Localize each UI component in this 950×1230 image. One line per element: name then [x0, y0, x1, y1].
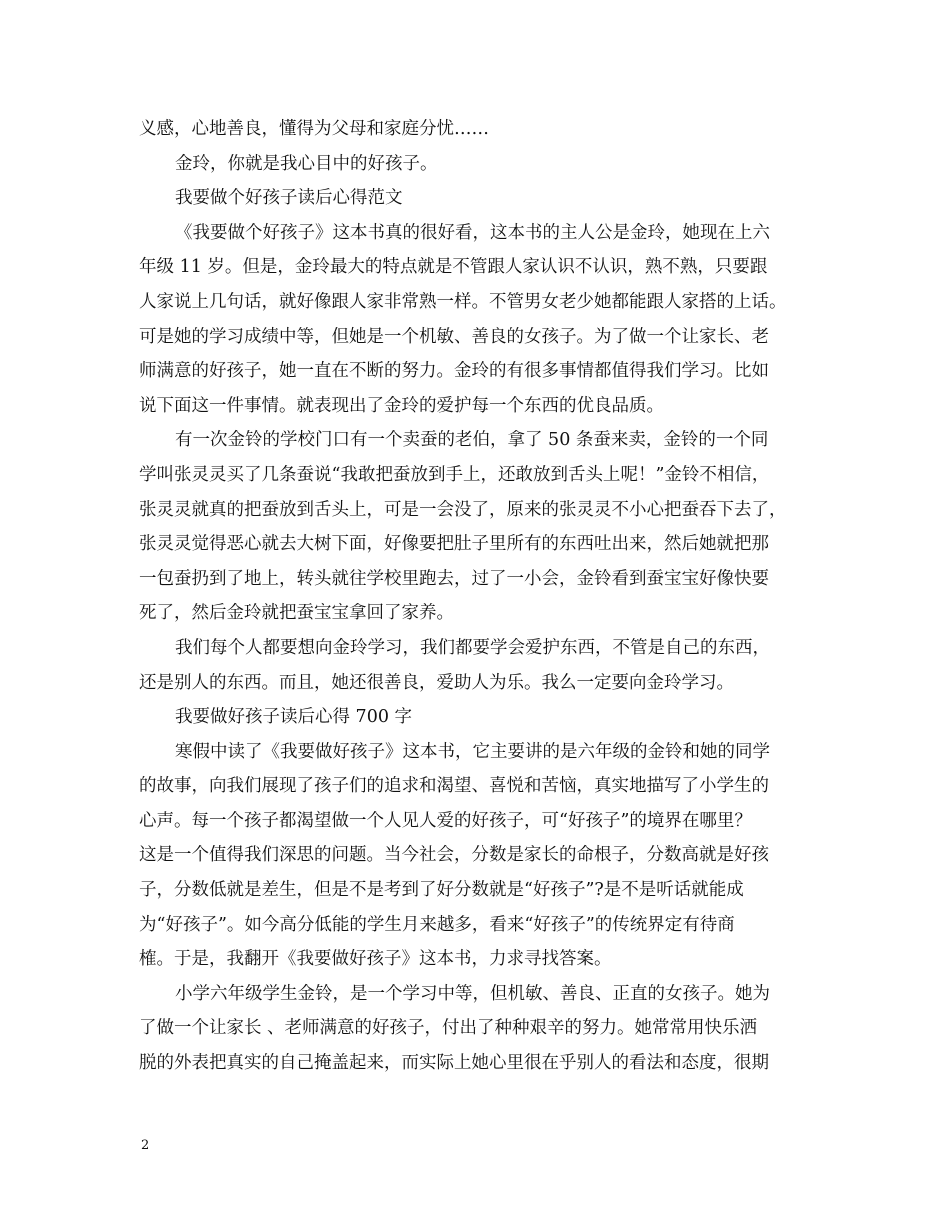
text-line: 张灵灵觉得恶心就去大树下面，好像要把肚子里所有的东西吐出来，然后她就把那	[139, 534, 769, 555]
text-line: 心声。每一个孩子都渴望做一个人见人爱的好孩子，可“好孩子”的境界在哪里？	[139, 810, 752, 831]
page-number: 2	[141, 1138, 150, 1153]
text-line: 说下面这一件事情。就表现出了金玲的爱护每一个东西的优良品质。	[139, 395, 664, 416]
text-line: 为“好孩子”。如今高分低能的学生月来越多，看来“好孩子”的传统界定有待商	[139, 914, 735, 935]
text-line: 义感，心地善良，懂得为父母和家庭分忧……	[139, 119, 489, 139]
text-line: 金玲，你就是我心目中的好孩子。	[175, 153, 438, 174]
body-text	[139, 112, 825, 1081]
text-line: 还是别人的东西。而且，她还很善良，爱助人为乐。我么一定要向金玲学习。	[139, 672, 734, 693]
text-line: 人家说上几句话，就好像跟人家非常熟一样。不管男女老少她都能跟人家搭的上话。	[139, 291, 787, 312]
text-line: 我们每个人都要想向金玲学习，我们都要学会爱护东西，不管是自己的东西，	[175, 637, 770, 658]
text-line: 子，分数低就是差生，但是不是考到了好分数就是“好孩子”?是不是听话就能成	[139, 880, 744, 901]
text-line: 《我要做个好孩子》这本书真的很好看，这本书的主人公是金玲，她现在上六	[175, 222, 770, 243]
text-line: 榷。于是，我翻开《我要做好孩子》这本书，力求寻找答案。	[139, 949, 612, 970]
text-line: 可是她的学习成绩中等，但她是一个机敏、善良的女孩子。为了做一个让家长、老	[139, 326, 769, 347]
text-line: 死了，然后金玲就把蚕宝宝拿回了家养。	[139, 603, 454, 624]
text-line: 寒假中读了《我要做好孩子》这本书，它主要讲的是六年级的金铃和她的同学	[175, 741, 770, 762]
text-line: 张灵灵就真的把蚕放到舌头上，可是一会没了，原来的张灵灵不小心把蚕吞下去了，	[139, 499, 787, 520]
text-line: 这是一个值得我们深思的问题。当今社会，分数是家长的命根子，分数高就是好孩	[139, 845, 769, 866]
text-line: 有一次金铃的学校门口有一个卖蚕的老伯，拿了 50 条蚕来卖，金铃的一个同	[175, 430, 769, 451]
text-line: 师满意的好孩子，她一直在不断的努力。金玲的有很多事情都值得我们学习。比如	[139, 361, 769, 382]
text-line: 小学六年级学生金铃，是一个学习中等，但机敏、善良、正直的女孩子。她为	[175, 983, 770, 1004]
text-line: 年级 11 岁。但是，金玲最大的特点就是不管跟人家认识不认识，熟不熟，只要跟	[139, 257, 768, 278]
text-line: 我要做好孩子读后心得 700 字	[175, 707, 413, 728]
text-line: 脱的外表把真实的自己掩盖起来，而实际上她心里很在乎别人的看法和态度，很期	[139, 1053, 769, 1074]
text-line: 了做一个让家长 、老师满意的好孩子，付出了种种艰辛的努力。她常常用快乐洒	[139, 1018, 758, 1039]
text-line: 我要做个好孩子读后心得范文	[175, 188, 403, 209]
text-line: 一包蚕扔到了地上，转头就往学校里跑去，过了一小会，金铃看到蚕宝宝好像快要	[139, 568, 769, 589]
text-line: 学叫张灵灵买了几条蚕说“我敢把蚕放到手上，还敢放到舌头上呢！”金铃不相信，	[139, 464, 770, 485]
text-line: 的故事，向我们展现了孩子们的追求和渴望、喜悦和苦恼，真实地描写了小学生的	[139, 776, 769, 797]
